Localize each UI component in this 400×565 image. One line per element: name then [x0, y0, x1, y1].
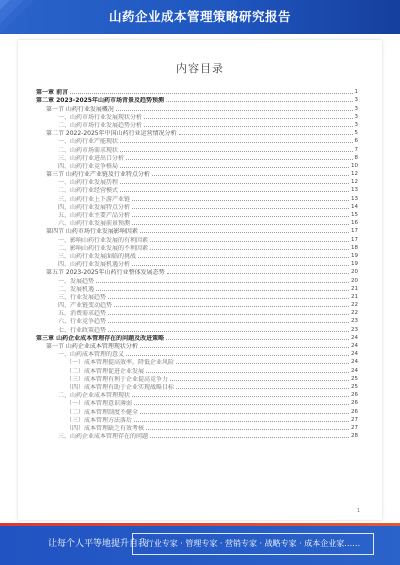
toc-entry-title: 六、山药行业发展前景预测 — [58, 220, 131, 228]
toc-entry[interactable] — [36, 416, 358, 424]
toc-entry-page: 22 — [351, 310, 358, 317]
toc-entry[interactable] — [36, 375, 358, 383]
toc-entry-page: 20 — [351, 277, 358, 284]
toc-entry-title: 一、山药市场行业发展现状分析 — [58, 113, 143, 121]
toc-entry-page: 22 — [351, 302, 358, 309]
toc-entry-title: （四）成本管理有助于企业实现战略目标 — [66, 383, 175, 391]
toc-entry[interactable] — [36, 244, 358, 252]
toc-dot-leader — [140, 412, 349, 414]
toc-dot-leader — [140, 346, 349, 348]
toc-entry[interactable] — [36, 162, 358, 170]
toc-entry-page: 16 — [351, 220, 358, 227]
toc-entry[interactable] — [36, 88, 358, 96]
toc-entry-page: 26 — [351, 400, 358, 407]
toc-entry[interactable] — [36, 399, 358, 407]
toc-entry-page: 3 — [354, 105, 358, 112]
toc-entry-title: （二）成本管理促进企业发展 — [66, 367, 145, 375]
toc-entry[interactable] — [36, 383, 358, 391]
toc-entry-title: （三）成本管理方法落后 — [66, 416, 133, 424]
toc-entry[interactable] — [36, 96, 358, 104]
toc-entry-page: 24 — [351, 367, 358, 374]
toc-dot-leader — [176, 362, 349, 364]
toc-entry-title: 四、山药行业竞争格局 — [58, 162, 119, 170]
toc-entry-title: 二、山药市场行业发展趋势分析 — [58, 121, 143, 129]
toc-dot-leader — [132, 207, 349, 209]
toc-entry-page: 13 — [351, 187, 358, 194]
toc-dot-leader — [167, 272, 349, 274]
toc-entry-title: （四）成本管理缺乏有效考核 — [66, 424, 145, 432]
toc-dot-leader — [120, 141, 352, 143]
toc-entry-title: 六、行业竞争趋势 — [58, 318, 107, 326]
toc-entry-title: 第三节 山药行业产业链及行业特点分析 — [46, 171, 150, 179]
toc-entry[interactable] — [36, 260, 358, 268]
toc-entry-page: 27 — [351, 424, 358, 431]
toc-entry-title: 一、发展趋势 — [58, 277, 95, 285]
toc-dot-leader — [108, 321, 349, 323]
banner-title: 山药企业成本管理策略研究报告 — [108, 9, 291, 24]
toc-dot-leader — [126, 158, 352, 160]
toc-entry[interactable] — [36, 235, 358, 243]
toc-entry-title: 一、山药行业发展历程 — [58, 179, 119, 187]
toc-dot-leader — [126, 354, 349, 356]
toc-entry-page: 24 — [351, 351, 358, 358]
toc-entry[interactable] — [36, 178, 358, 186]
toc-dot-leader — [132, 223, 349, 225]
toc-entry[interactable] — [36, 293, 358, 301]
toc-dot-leader — [146, 428, 349, 430]
toc-entry-page: 8 — [354, 154, 358, 161]
toc-entry-title: （一）成本管理意识薄弱 — [66, 400, 133, 408]
toc-dot-leader — [96, 281, 349, 283]
toc-entry-title: 三、山药企业成本管理存在的问题 — [58, 433, 149, 441]
toc-dot-leader — [132, 199, 349, 201]
toc-dot-leader — [120, 182, 349, 184]
toc-entry-title: 三、山药行业进出口分析 — [58, 154, 125, 162]
toc-dot-leader — [108, 313, 349, 315]
toc-entry-page: 19 — [351, 261, 358, 268]
toc-entry-title: 五、山药行业主要产品分析 — [58, 212, 131, 219]
footer-accent-line — [0, 523, 400, 526]
footer-tagline-box — [132, 533, 374, 555]
toc-entry-title: 第一节 山药企业成本管理现状分析 — [46, 343, 138, 350]
toc-entry[interactable] — [36, 391, 358, 399]
toc-entry-page: 7 — [354, 146, 358, 153]
toc-entry-page: 26 — [351, 392, 358, 399]
toc-entry-title: 一、山药行业产能现状 — [58, 138, 119, 146]
toc-entry[interactable] — [36, 203, 358, 211]
toc-entry[interactable] — [36, 129, 358, 137]
toc-entry-page: 27 — [351, 416, 358, 423]
toc-entry[interactable] — [36, 366, 358, 374]
toc-entry-title: 第三章 山药企业成本管理存在的问题及改进策略 — [36, 334, 165, 342]
document-page — [18, 40, 382, 520]
toc-dot-leader — [166, 100, 353, 102]
toc-entry[interactable] — [36, 350, 358, 358]
toc-entry-page: 1 — [354, 89, 358, 96]
toc-entry[interactable] — [36, 113, 358, 121]
page-number: 1 — [356, 508, 360, 514]
toc-entry-page: 23 — [351, 326, 358, 333]
toc-entry-page: 19 — [351, 252, 358, 259]
toc-entry-title: 二、山药企业成本管理现状 — [58, 392, 131, 400]
toc-entry-title: 七、行业政策趋势 — [58, 326, 107, 334]
toc-entry-page: 21 — [351, 285, 358, 292]
toc-entry-page: 12 — [351, 171, 358, 178]
toc-entry[interactable] — [36, 358, 358, 366]
toc-entry-title: 四、产业链变动趋势 — [58, 302, 113, 310]
toc-dot-leader — [120, 190, 349, 192]
footer-tagline: 行业专家 · 管理专家 · 营销专家 · 战略专家 · 成本企业家…… — [145, 539, 361, 548]
toc-entry-title: 一、影响山药行业发展的有利因素 — [58, 236, 149, 244]
toc-entry[interactable] — [36, 301, 358, 309]
toc-entry[interactable] — [36, 104, 358, 112]
toc-entry-page: 3 — [354, 113, 358, 120]
toc-entry-page: 26 — [351, 408, 358, 415]
document-title: 内容目录 — [176, 62, 224, 75]
toc-entry-page: 17 — [351, 228, 358, 235]
toc-entry-title: （二）成本管理制度不健全 — [66, 408, 139, 416]
toc-entry-title: 第二章 2023-2025年山药市场背景及趋势预测 — [36, 97, 164, 105]
toc-entry[interactable] — [36, 276, 358, 284]
toc-entry[interactable] — [36, 170, 358, 178]
toc-dot-leader — [116, 109, 353, 111]
toc-dot-leader — [120, 166, 349, 168]
toc-entry[interactable] — [36, 432, 358, 440]
toc-entry-page: 5 — [354, 130, 358, 137]
toc-dot-leader — [132, 395, 349, 397]
toc-dot-leader — [144, 125, 352, 127]
toc-dot-leader — [132, 264, 349, 266]
toc-entry-page: 18 — [351, 244, 358, 251]
toc-entry[interactable] — [36, 211, 358, 219]
toc-entry[interactable] — [36, 194, 358, 202]
toc-entry-title: 第二节 2022-2025年中国山药行业运营情况分析 — [46, 130, 177, 138]
toc-entry-title: 三、山药行业上下游产业链 — [58, 195, 131, 203]
toc-entry[interactable] — [36, 342, 358, 350]
toc-dot-leader — [114, 305, 349, 307]
toc-entry[interactable] — [36, 186, 358, 194]
toc-entry[interactable] — [36, 137, 358, 145]
toc-entry[interactable] — [36, 317, 358, 325]
toc-entry-page: 15 — [351, 212, 358, 218]
toc-entry-title: 二、发展机遇 — [58, 285, 95, 293]
toc-entry[interactable] — [36, 424, 358, 432]
toc-entry-title: 四、山药行业发展机遇分析 — [58, 261, 131, 269]
toc-dot-leader — [108, 330, 349, 332]
toc-dot-leader — [96, 289, 349, 291]
toc-dot-leader — [179, 133, 353, 135]
toc-entry[interactable] — [36, 285, 358, 293]
toc-entry[interactable] — [36, 227, 358, 235]
toc-entry-title: 一、山药成本管理的意义 — [58, 351, 125, 359]
toc-entry-title: 三、行业发展趋势 — [58, 293, 107, 301]
toc-dot-leader — [166, 338, 349, 340]
toc-entry-page: 3 — [354, 97, 358, 104]
toc-entry-title: 五、消费需求趋势 — [58, 310, 107, 318]
toc-dot-leader — [176, 387, 349, 389]
toc-dot-leader — [170, 379, 349, 381]
table-of-contents — [36, 88, 358, 440]
toc-entry-page: 17 — [351, 236, 358, 243]
toc-entry[interactable] — [36, 121, 358, 129]
toc-entry-title: 二、山药市场需求现状 — [58, 146, 119, 154]
toc-entry-page: 13 — [351, 195, 358, 202]
toc-entry-page: 24 — [351, 334, 358, 341]
toc-dot-leader — [134, 420, 349, 422]
footer-slogan: 让每个人平等地提升自我 — [48, 539, 148, 549]
toc-entry-page: 3 — [354, 121, 358, 128]
toc-entry[interactable] — [36, 334, 358, 342]
toc-entry[interactable] — [36, 407, 358, 415]
toc-entry-page: 14 — [351, 203, 358, 210]
toc-dot-leader — [144, 117, 352, 119]
toc-entry-title: 三、山药行业发展面临的挑战 — [58, 252, 137, 260]
toc-entry-page: 10 — [351, 162, 358, 169]
toc-entry-page: 21 — [351, 293, 358, 300]
toc-entry-title: 第一章 前言 — [36, 89, 69, 97]
toc-entry-title: （三）成本管理有利于企业提高竞争力 — [66, 375, 169, 383]
toc-entry[interactable] — [36, 268, 358, 276]
toc-dot-leader — [150, 436, 349, 438]
toc-dot-leader — [140, 231, 349, 233]
toc-dot-leader — [108, 297, 349, 299]
toc-entry-page: 24 — [351, 343, 358, 349]
toc-dot-leader — [132, 215, 349, 217]
toc-entry[interactable] — [36, 252, 358, 260]
toc-entry[interactable] — [36, 219, 358, 227]
toc-entry[interactable] — [36, 145, 358, 153]
toc-entry-page: 20 — [351, 269, 358, 276]
toc-entry-page: 24 — [351, 359, 358, 366]
top-banner — [0, 0, 400, 34]
toc-entry-title: （一）成本管理提高效率，降低企业风险 — [66, 359, 175, 367]
toc-entry-title: 第四节 山药市场行业发展影响因素 — [46, 228, 138, 236]
toc-entry[interactable] — [36, 325, 358, 333]
toc-entry-page: 25 — [351, 383, 358, 390]
toc-entry[interactable] — [36, 154, 358, 162]
toc-entry-page: 6 — [354, 138, 358, 145]
toc-dot-leader — [138, 256, 349, 258]
toc-dot-leader — [120, 150, 352, 152]
toc-entry-page: 25 — [351, 375, 358, 382]
footer-banner — [0, 523, 400, 565]
toc-entry-title: 第五节 2023-2025年山药行业整体发展态势 — [46, 269, 165, 277]
toc-dot-leader — [152, 174, 349, 176]
toc-dot-leader — [134, 403, 349, 405]
toc-entry-title: 二、山药行业经营模式 — [58, 187, 119, 195]
toc-dot-leader — [150, 240, 349, 242]
toc-entry-title: 二、影响山药行业发展的不利因素 — [58, 244, 149, 252]
toc-entry-title: 第一节 山药行业发展概况 — [46, 105, 114, 113]
toc-entry-page: 28 — [351, 433, 358, 440]
toc-entry[interactable] — [36, 309, 358, 317]
toc-dot-leader — [150, 248, 349, 250]
toc-dot-leader — [70, 92, 352, 94]
toc-dot-leader — [146, 371, 349, 373]
toc-entry-page: 12 — [351, 179, 358, 186]
toc-entry-page: 23 — [351, 318, 358, 325]
toc-entry-title: 四、山药行业发展特点分析 — [58, 203, 131, 211]
